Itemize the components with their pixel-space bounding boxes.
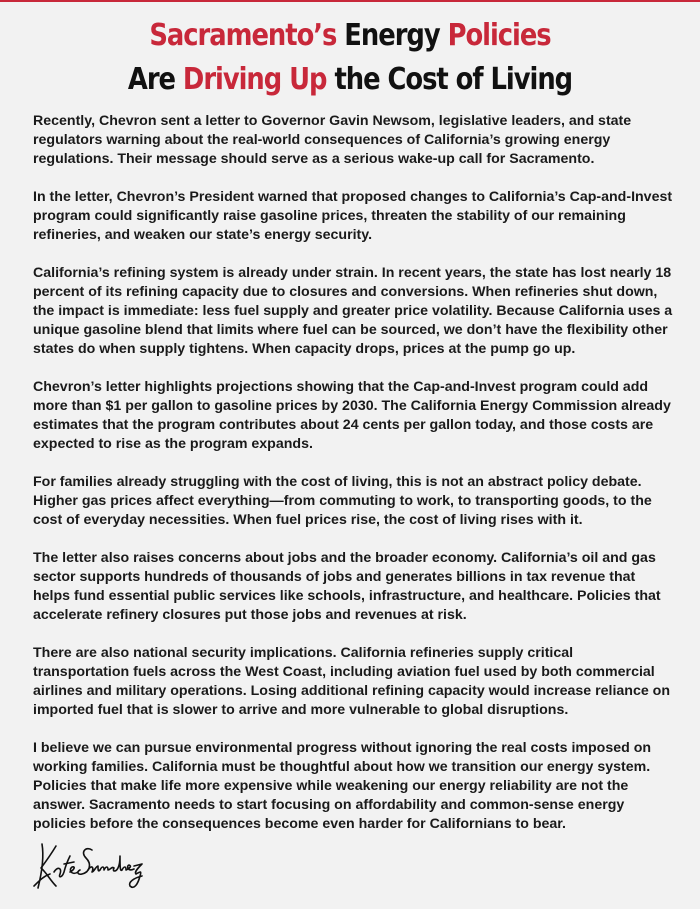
title-sacramento: Sacramento’s	[149, 18, 337, 53]
page-title	[49, 14, 651, 102]
top-accent-rule	[0, 0, 700, 2]
title-driving-up: Driving Up	[182, 62, 327, 97]
paragraph-4: Chevron’s letter highlights projections showing that the Cap-and-Invest program could add more than $1 per gallon to gasoline prices by 2030. The California Energy Commission already estimates that the program contributes about 24 cents per gallon today, and those costs are expected to rise as the program expands.	[33, 379, 671, 452]
paragraph-5: For families already struggling with the cost of living, this is not an abstract policy debate. Higher gas prices affect everything—from commuting to work, to transporting goods, to the cost of everyday necessities. When fuel prices rise, the cost of living rises with it.	[33, 474, 652, 528]
title-energy: Energy	[336, 18, 448, 53]
title-cost-of-living: the Cost of Living	[326, 62, 573, 97]
paragraph-7: There are also national security implications. California refineries supply critical transportation fuels across the West Coast, including aviation fuel used by both commercial airlines and military operations. Losing additional refining capacity would increase reliance on imported fuel that is slower to arrive and more vulnerable to global disruptions.	[33, 645, 671, 718]
paragraph-2: In the letter, Chevron’s President warned that proposed changes to California’s Cap-and-Invest program could significantly raise gasoline prices, threaten the stability of our remaining refineries, and weaken our state’s energy security.	[33, 189, 673, 243]
paragraph-8: I believe we can pursue environmental progress without ignoring the real costs imposed on working families. California must be thoughtful about how we transition our energy system. Policies that make life more expensive while weakening our energy reliability are not the answer. Sacramento needs to start focusing on affordability and common-sense energy policies before the consequences become even harder for Californians to bear.	[33, 740, 652, 832]
paragraph-3: California’s refining system is already under strain. In recent years, the state has lost nearly 18 percent of its refining capacity due to closures and conversions. When refineries shut down, the impact is immediate: less fuel supply and greater price volatility. Because California uses a unique gasoline blend that limits where fuel can be sourced, we don’t have the flexibility other states do when supply tightens. When capacity drops, prices at the pump go up.	[33, 265, 673, 357]
title-are: Are	[127, 62, 183, 97]
paragraph-1: Recently, Chevron sent a letter to Governor Gavin Newsom, legislative leaders, and state regulators warning about the real-world consequences of California’s growing energy regulations. Their message should serve as a serious wake-up call for Sacramento.	[33, 113, 632, 167]
article-body	[33, 112, 673, 853]
title-line-1	[149, 18, 550, 53]
title-policies: Policies	[447, 18, 551, 53]
title-line-2	[128, 62, 572, 97]
paragraph-6: The letter also raises concerns about jobs and the broader economy. California’s oil and gas sector supports hundreds of thousands of jobs and generates billions in tax revenue that helps fund essential public services like schools, infrastructure, and healthcare. Policies that accelerate refinery closures put those jobs and revenues at risk.	[33, 550, 661, 623]
signature-image	[30, 836, 150, 900]
